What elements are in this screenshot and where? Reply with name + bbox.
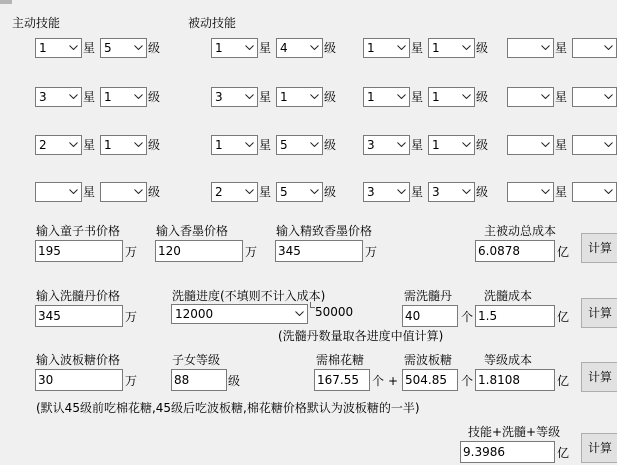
chevron-down-icon bbox=[131, 136, 145, 154]
marrow-needed-output: 40 bbox=[402, 305, 458, 327]
star-unit: 星 bbox=[259, 90, 272, 104]
level-value: 1 bbox=[280, 90, 288, 104]
marrow-needed-label: 需洗髓丹 bbox=[404, 289, 453, 303]
passive-col3-level-select[interactable] bbox=[572, 182, 617, 202]
lollipop-output: 504.85 bbox=[402, 369, 458, 391]
window-corner bbox=[0, 0, 12, 4]
star-value: 3 bbox=[39, 90, 47, 104]
level-unit: 级 bbox=[148, 41, 161, 55]
level-value: 5 bbox=[104, 41, 112, 55]
passive-col3-level-select[interactable] bbox=[572, 38, 617, 58]
passive-col1-star-select[interactable] bbox=[211, 38, 258, 58]
chevron-down-icon bbox=[538, 88, 552, 106]
fine-incense-price-label: 输入精致香墨价格 bbox=[276, 224, 373, 238]
grand-total-unit: 亿 bbox=[557, 446, 570, 460]
passive-col3-star-select[interactable] bbox=[507, 182, 554, 202]
incense-price-input[interactable]: 120 bbox=[155, 240, 243, 262]
marrow-cost-output: 1.5 bbox=[475, 305, 555, 327]
star-unit: 星 bbox=[83, 90, 96, 104]
star-value: 1 bbox=[39, 41, 47, 55]
level-value: 3 bbox=[432, 185, 440, 199]
passive-col1-level-select[interactable] bbox=[276, 38, 323, 58]
calc-skill-button[interactable]: 计算 bbox=[581, 233, 617, 263]
chevron-down-icon bbox=[459, 39, 473, 57]
marrow-pill-price-label: 输入洗髓丹价格 bbox=[36, 289, 121, 303]
chevron-down-icon bbox=[459, 183, 473, 201]
grand-total-label: 技能+洗髓+等级 bbox=[468, 425, 561, 439]
chevron-down-icon bbox=[538, 136, 552, 154]
level-unit: 级 bbox=[476, 41, 489, 55]
marrow-progress-value: 12000 bbox=[175, 307, 214, 321]
marrow-progress-max: 50000 bbox=[315, 305, 354, 319]
level-unit: 级 bbox=[148, 138, 161, 152]
star-unit: 星 bbox=[83, 138, 96, 152]
passive-col2-star-select[interactable] bbox=[363, 182, 410, 202]
marrow-cost-label: 洗髓成本 bbox=[484, 289, 533, 303]
active-star-select[interactable] bbox=[35, 135, 82, 155]
chevron-down-icon bbox=[66, 88, 80, 106]
active-level-select[interactable] bbox=[100, 182, 147, 202]
chevron-down-icon bbox=[292, 305, 306, 323]
passive-col1-level-select[interactable] bbox=[276, 87, 323, 107]
star-value: 1 bbox=[367, 90, 375, 104]
passive-col3-star-select[interactable] bbox=[507, 135, 554, 155]
book-price-unit: 万 bbox=[125, 245, 138, 259]
star-unit: 星 bbox=[411, 90, 424, 104]
star-unit: 星 bbox=[555, 138, 568, 152]
marrow-progress-label: 洗髓进度(不填则不计入成本) bbox=[172, 289, 326, 303]
marrow-needed-unit: 个 bbox=[461, 310, 474, 324]
calc-total-button[interactable]: 计算 bbox=[581, 433, 617, 463]
candy-price-label: 输入波板糖价格 bbox=[36, 353, 121, 367]
active-level-select[interactable] bbox=[100, 38, 147, 58]
chevron-down-icon bbox=[601, 39, 615, 57]
chevron-down-icon bbox=[307, 39, 321, 57]
passive-col1-star-select[interactable] bbox=[211, 135, 258, 155]
incense-price-label: 输入香墨价格 bbox=[156, 224, 229, 238]
level-note: (默认45级前吃棉花糖,45级后吃波板糖,棉花糖价格默认为波板糖的一半) bbox=[36, 401, 420, 415]
active-star-select[interactable] bbox=[35, 87, 82, 107]
chevron-down-icon bbox=[601, 88, 615, 106]
chevron-down-icon bbox=[131, 88, 145, 106]
marrow-pill-price-input[interactable]: 345 bbox=[35, 305, 123, 327]
passive-col3-level-select[interactable] bbox=[572, 135, 617, 155]
level-cost-unit: 亿 bbox=[557, 374, 570, 388]
level-unit: 级 bbox=[324, 185, 337, 199]
star-value: 1 bbox=[215, 138, 223, 152]
passive-skills-header: 被动技能 bbox=[188, 16, 237, 30]
skill-total-output: 6.0878 bbox=[475, 240, 555, 262]
incense-price-unit: 万 bbox=[245, 245, 258, 259]
marrow-note: (洗髓丹数量取各进度中值计算) bbox=[278, 329, 444, 343]
passive-col1-level-select[interactable] bbox=[276, 135, 323, 155]
star-unit: 星 bbox=[411, 41, 424, 55]
skill-total-unit: 亿 bbox=[557, 245, 570, 259]
lollipop-unit: 个 bbox=[461, 374, 474, 388]
chevron-down-icon bbox=[601, 183, 615, 201]
active-level-select[interactable] bbox=[100, 87, 147, 107]
plus-sign: + bbox=[388, 374, 399, 388]
passive-col1-star-select[interactable] bbox=[211, 87, 258, 107]
passive-col2-star-select[interactable] bbox=[363, 87, 410, 107]
star-unit: 星 bbox=[83, 41, 96, 55]
star-value: 3 bbox=[367, 138, 375, 152]
star-unit: 星 bbox=[555, 41, 568, 55]
calc-marrow-button[interactable]: 计算 bbox=[581, 298, 617, 328]
fine-incense-price-input[interactable]: 345 bbox=[275, 240, 363, 262]
level-value: 4 bbox=[280, 41, 288, 55]
star-unit: 星 bbox=[259, 185, 272, 199]
chevron-down-icon bbox=[66, 136, 80, 154]
level-cost-output: 1.8108 bbox=[475, 369, 555, 391]
passive-col3-star-select[interactable] bbox=[507, 38, 554, 58]
level-value: 5 bbox=[280, 138, 288, 152]
book-price-label: 输入童子书价格 bbox=[36, 224, 121, 238]
star-unit: 星 bbox=[83, 185, 96, 199]
star-value: 3 bbox=[367, 185, 375, 199]
star-unit: 星 bbox=[555, 90, 568, 104]
active-skills-header: 主动技能 bbox=[12, 16, 61, 30]
level-unit: 级 bbox=[148, 185, 161, 199]
child-level-label: 子女等级 bbox=[172, 353, 221, 367]
passive-col2-star-select[interactable] bbox=[363, 135, 410, 155]
star-value: 2 bbox=[215, 185, 223, 199]
passive-col2-star-select[interactable] bbox=[363, 38, 410, 58]
level-unit: 级 bbox=[148, 90, 161, 104]
cotton-candy-output: 167.55 bbox=[314, 369, 370, 391]
star-unit: 星 bbox=[411, 185, 424, 199]
level-value: 1 bbox=[432, 138, 440, 152]
passive-col1-star-select[interactable] bbox=[211, 182, 258, 202]
chevron-down-icon bbox=[242, 39, 256, 57]
level-value: 1 bbox=[432, 41, 440, 55]
lollipop-label: 需波板糖 bbox=[404, 353, 453, 367]
chevron-down-icon bbox=[242, 183, 256, 201]
candy-price-input[interactable]: 30 bbox=[35, 369, 123, 391]
chevron-down-icon bbox=[538, 39, 552, 57]
level-unit: 级 bbox=[476, 138, 489, 152]
chevron-down-icon bbox=[242, 88, 256, 106]
marrow-progress-select[interactable] bbox=[171, 304, 308, 324]
level-value: 1 bbox=[432, 90, 440, 104]
cotton-candy-unit: 个 bbox=[372, 374, 385, 388]
passive-col1-level-select[interactable] bbox=[276, 182, 323, 202]
skill-total-label: 主被动总成本 bbox=[484, 224, 557, 238]
star-unit: 星 bbox=[411, 138, 424, 152]
chevron-down-icon bbox=[307, 88, 321, 106]
chevron-down-icon bbox=[131, 39, 145, 57]
chevron-down-icon bbox=[66, 39, 80, 57]
chevron-down-icon bbox=[394, 39, 408, 57]
star-unit: 星 bbox=[555, 185, 568, 199]
chevron-down-icon bbox=[459, 88, 473, 106]
star-unit: 星 bbox=[259, 41, 272, 55]
star-unit: 星 bbox=[259, 138, 272, 152]
level-unit: 级 bbox=[324, 138, 337, 152]
active-star-select[interactable] bbox=[35, 38, 82, 58]
chevron-down-icon bbox=[601, 136, 615, 154]
star-value: 1 bbox=[215, 41, 223, 55]
passive-col3-star-select[interactable] bbox=[507, 87, 554, 107]
cotton-candy-label: 需棉花糖 bbox=[316, 353, 365, 367]
book-price-input[interactable]: 195 bbox=[35, 240, 123, 262]
passive-col2-level-select[interactable] bbox=[428, 182, 475, 202]
chevron-down-icon bbox=[394, 88, 408, 106]
active-star-select[interactable] bbox=[35, 182, 82, 202]
passive-col2-level-select[interactable] bbox=[428, 87, 475, 107]
fine-incense-price-unit: 万 bbox=[365, 245, 378, 259]
chevron-down-icon bbox=[131, 183, 145, 201]
level-unit: 级 bbox=[476, 185, 489, 199]
active-level-select[interactable] bbox=[100, 135, 147, 155]
level-value: 1 bbox=[104, 138, 112, 152]
marrow-cost-unit: 亿 bbox=[557, 310, 570, 324]
chevron-down-icon bbox=[459, 136, 473, 154]
marrow-pill-price-unit: 万 bbox=[125, 310, 138, 324]
chevron-down-icon bbox=[242, 136, 256, 154]
chevron-down-icon bbox=[394, 183, 408, 201]
level-unit: 级 bbox=[324, 90, 337, 104]
grand-total-output: 9.3986 bbox=[460, 441, 555, 463]
chevron-down-icon bbox=[394, 136, 408, 154]
level-cost-label: 等级成本 bbox=[484, 353, 533, 367]
candy-price-unit: 万 bbox=[125, 374, 138, 388]
passive-col2-level-select[interactable] bbox=[428, 135, 475, 155]
calc-level-button[interactable]: 计算 bbox=[581, 362, 617, 392]
level-value: 1 bbox=[104, 90, 112, 104]
level-value: 5 bbox=[280, 185, 288, 199]
child-level-unit: 级 bbox=[228, 374, 241, 388]
level-unit: 级 bbox=[476, 90, 489, 104]
star-value: 2 bbox=[39, 138, 47, 152]
chevron-down-icon bbox=[66, 183, 80, 201]
passive-col2-level-select[interactable] bbox=[428, 38, 475, 58]
level-unit: 级 bbox=[324, 41, 337, 55]
passive-col3-level-select[interactable] bbox=[572, 87, 617, 107]
chevron-down-icon bbox=[538, 183, 552, 201]
star-value: 1 bbox=[367, 41, 375, 55]
chevron-down-icon bbox=[307, 136, 321, 154]
child-level-input[interactable]: 88 bbox=[171, 369, 227, 391]
chevron-down-icon bbox=[307, 183, 321, 201]
star-value: 3 bbox=[215, 90, 223, 104]
